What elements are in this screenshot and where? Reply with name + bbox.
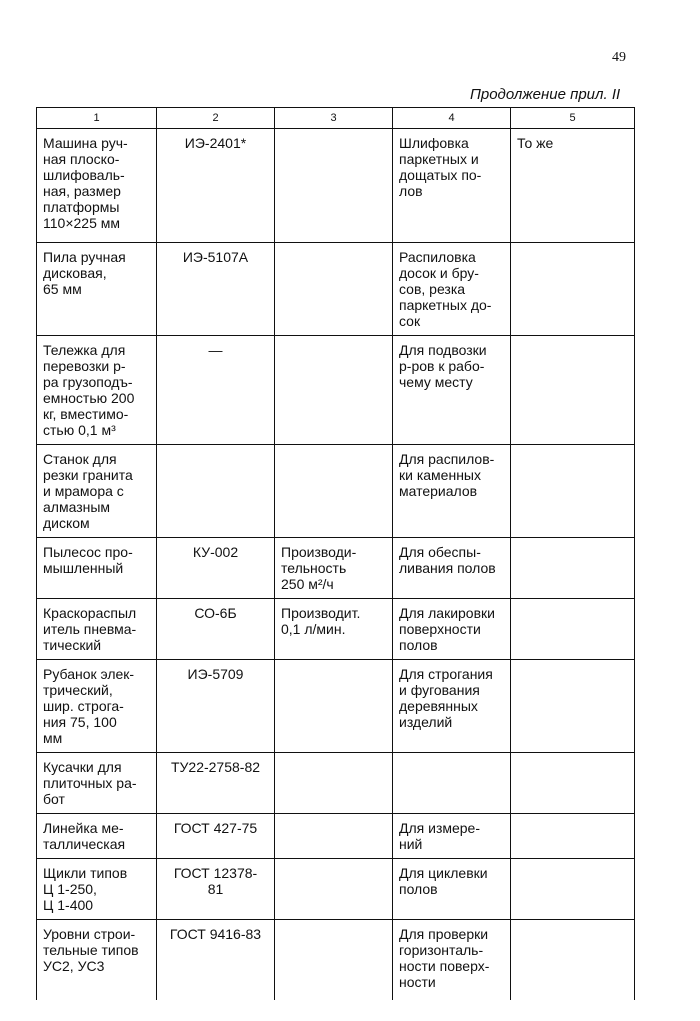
cell-note [511, 660, 635, 753]
cell-name: Пылесос про- мышленный [37, 538, 157, 599]
cell-mark: ТУ22-2758-82 [157, 753, 275, 814]
cell-note [511, 243, 635, 336]
cell-note [511, 859, 635, 920]
cell-name: Тележка для перевозки р- ра грузоподъ- емностью 200 кг, вместимо- стью 0,1 м³ [37, 336, 157, 445]
cell-purpose: Для распилов- ки каменных материалов [393, 445, 511, 538]
table-row [37, 753, 635, 814]
cell-mark: ГОСТ 427-75 [157, 814, 275, 859]
cell-name: Пила ручная дисковая, 65 мм [37, 243, 157, 336]
cell-purpose: Для проверки горизонталь- ности поверх- ности [393, 920, 511, 1000]
table-row [37, 538, 635, 599]
cell-name: Щикли типов Ц 1-250, Ц 1-400 [37, 859, 157, 920]
cell-purpose: Для строгания и фугования деревянных изделий [393, 660, 511, 753]
cell-note [511, 753, 635, 814]
column-header: 4 [393, 108, 511, 129]
cell-note [511, 336, 635, 445]
column-header: 2 [157, 108, 275, 129]
cell-purpose: Для обеспы- ливания полов [393, 538, 511, 599]
cell-spec [275, 920, 393, 1000]
cell-spec [275, 660, 393, 753]
table-row [37, 243, 635, 336]
cell-mark: ИЭ-5709 [157, 660, 275, 753]
cell-spec [275, 129, 393, 243]
table-row [37, 129, 635, 243]
cell-name: Краскораспыл итель пневма- тический [37, 599, 157, 660]
cell-mark: ГОСТ 12378- 81 [157, 859, 275, 920]
column-header: 5 [511, 108, 635, 129]
cell-mark: ИЭ-2401* [157, 129, 275, 243]
cell-mark: ГОСТ 9416-83 [157, 920, 275, 1000]
cell-note [511, 814, 635, 859]
cell-purpose: Для измере- ний [393, 814, 511, 859]
cell-spec [275, 859, 393, 920]
cell-spec [275, 814, 393, 859]
cell-spec [275, 445, 393, 538]
cell-note: То же [511, 129, 635, 243]
table-row [37, 445, 635, 538]
cell-mark: ИЭ-5107А [157, 243, 275, 336]
cell-note [511, 445, 635, 538]
cell-spec [275, 243, 393, 336]
table-row [37, 814, 635, 859]
cell-name: Уровни строи- тельные типов УС2, УС3 [37, 920, 157, 1000]
table-row [37, 660, 635, 753]
cell-name: Машина руч- ная плоско- шлифоваль- ная, размер платформы 110×225 мм [37, 129, 157, 243]
cell-mark: СО-6Б [157, 599, 275, 660]
page-number: 49 [612, 50, 626, 65]
cell-purpose: Для подвозки р-ров к рабо- чему месту [393, 336, 511, 445]
cell-note [511, 538, 635, 599]
cell-purpose: Распиловка досок и бру- сов, резка паркетных до- сок [393, 243, 511, 336]
cell-spec: Производи- тельность 250 м²/ч [275, 538, 393, 599]
table-row [37, 336, 635, 445]
cell-mark [157, 445, 275, 538]
cell-purpose: Для лакировки поверхности полов [393, 599, 511, 660]
cell-note [511, 920, 635, 1000]
table-header-row [37, 108, 635, 129]
column-header: 1 [37, 108, 157, 129]
table-row [37, 920, 635, 1000]
cell-mark: КУ-002 [157, 538, 275, 599]
continuation-label: Продолжение прил. II [470, 86, 621, 103]
cell-purpose: Для циклевки полов [393, 859, 511, 920]
cell-name: Рубанок элек- трический, шир. строга- ния 75, 100 мм [37, 660, 157, 753]
column-header: 3 [275, 108, 393, 129]
table-row [37, 859, 635, 920]
cell-spec [275, 336, 393, 445]
cell-name: Кусачки для плиточных ра- бот [37, 753, 157, 814]
cell-purpose: Шлифовка паркетных и дощатых по- лов [393, 129, 511, 243]
cell-note [511, 599, 635, 660]
cell-name: Станок для резки гранита и мрамора с алмазным диском [37, 445, 157, 538]
cell-mark: — [157, 336, 275, 445]
equipment-table [36, 107, 635, 1000]
cell-spec [275, 753, 393, 814]
cell-spec: Производит. 0,1 л/мин. [275, 599, 393, 660]
cell-purpose [393, 753, 511, 814]
table-row [37, 599, 635, 660]
cell-name: Линейка ме- таллическая [37, 814, 157, 859]
